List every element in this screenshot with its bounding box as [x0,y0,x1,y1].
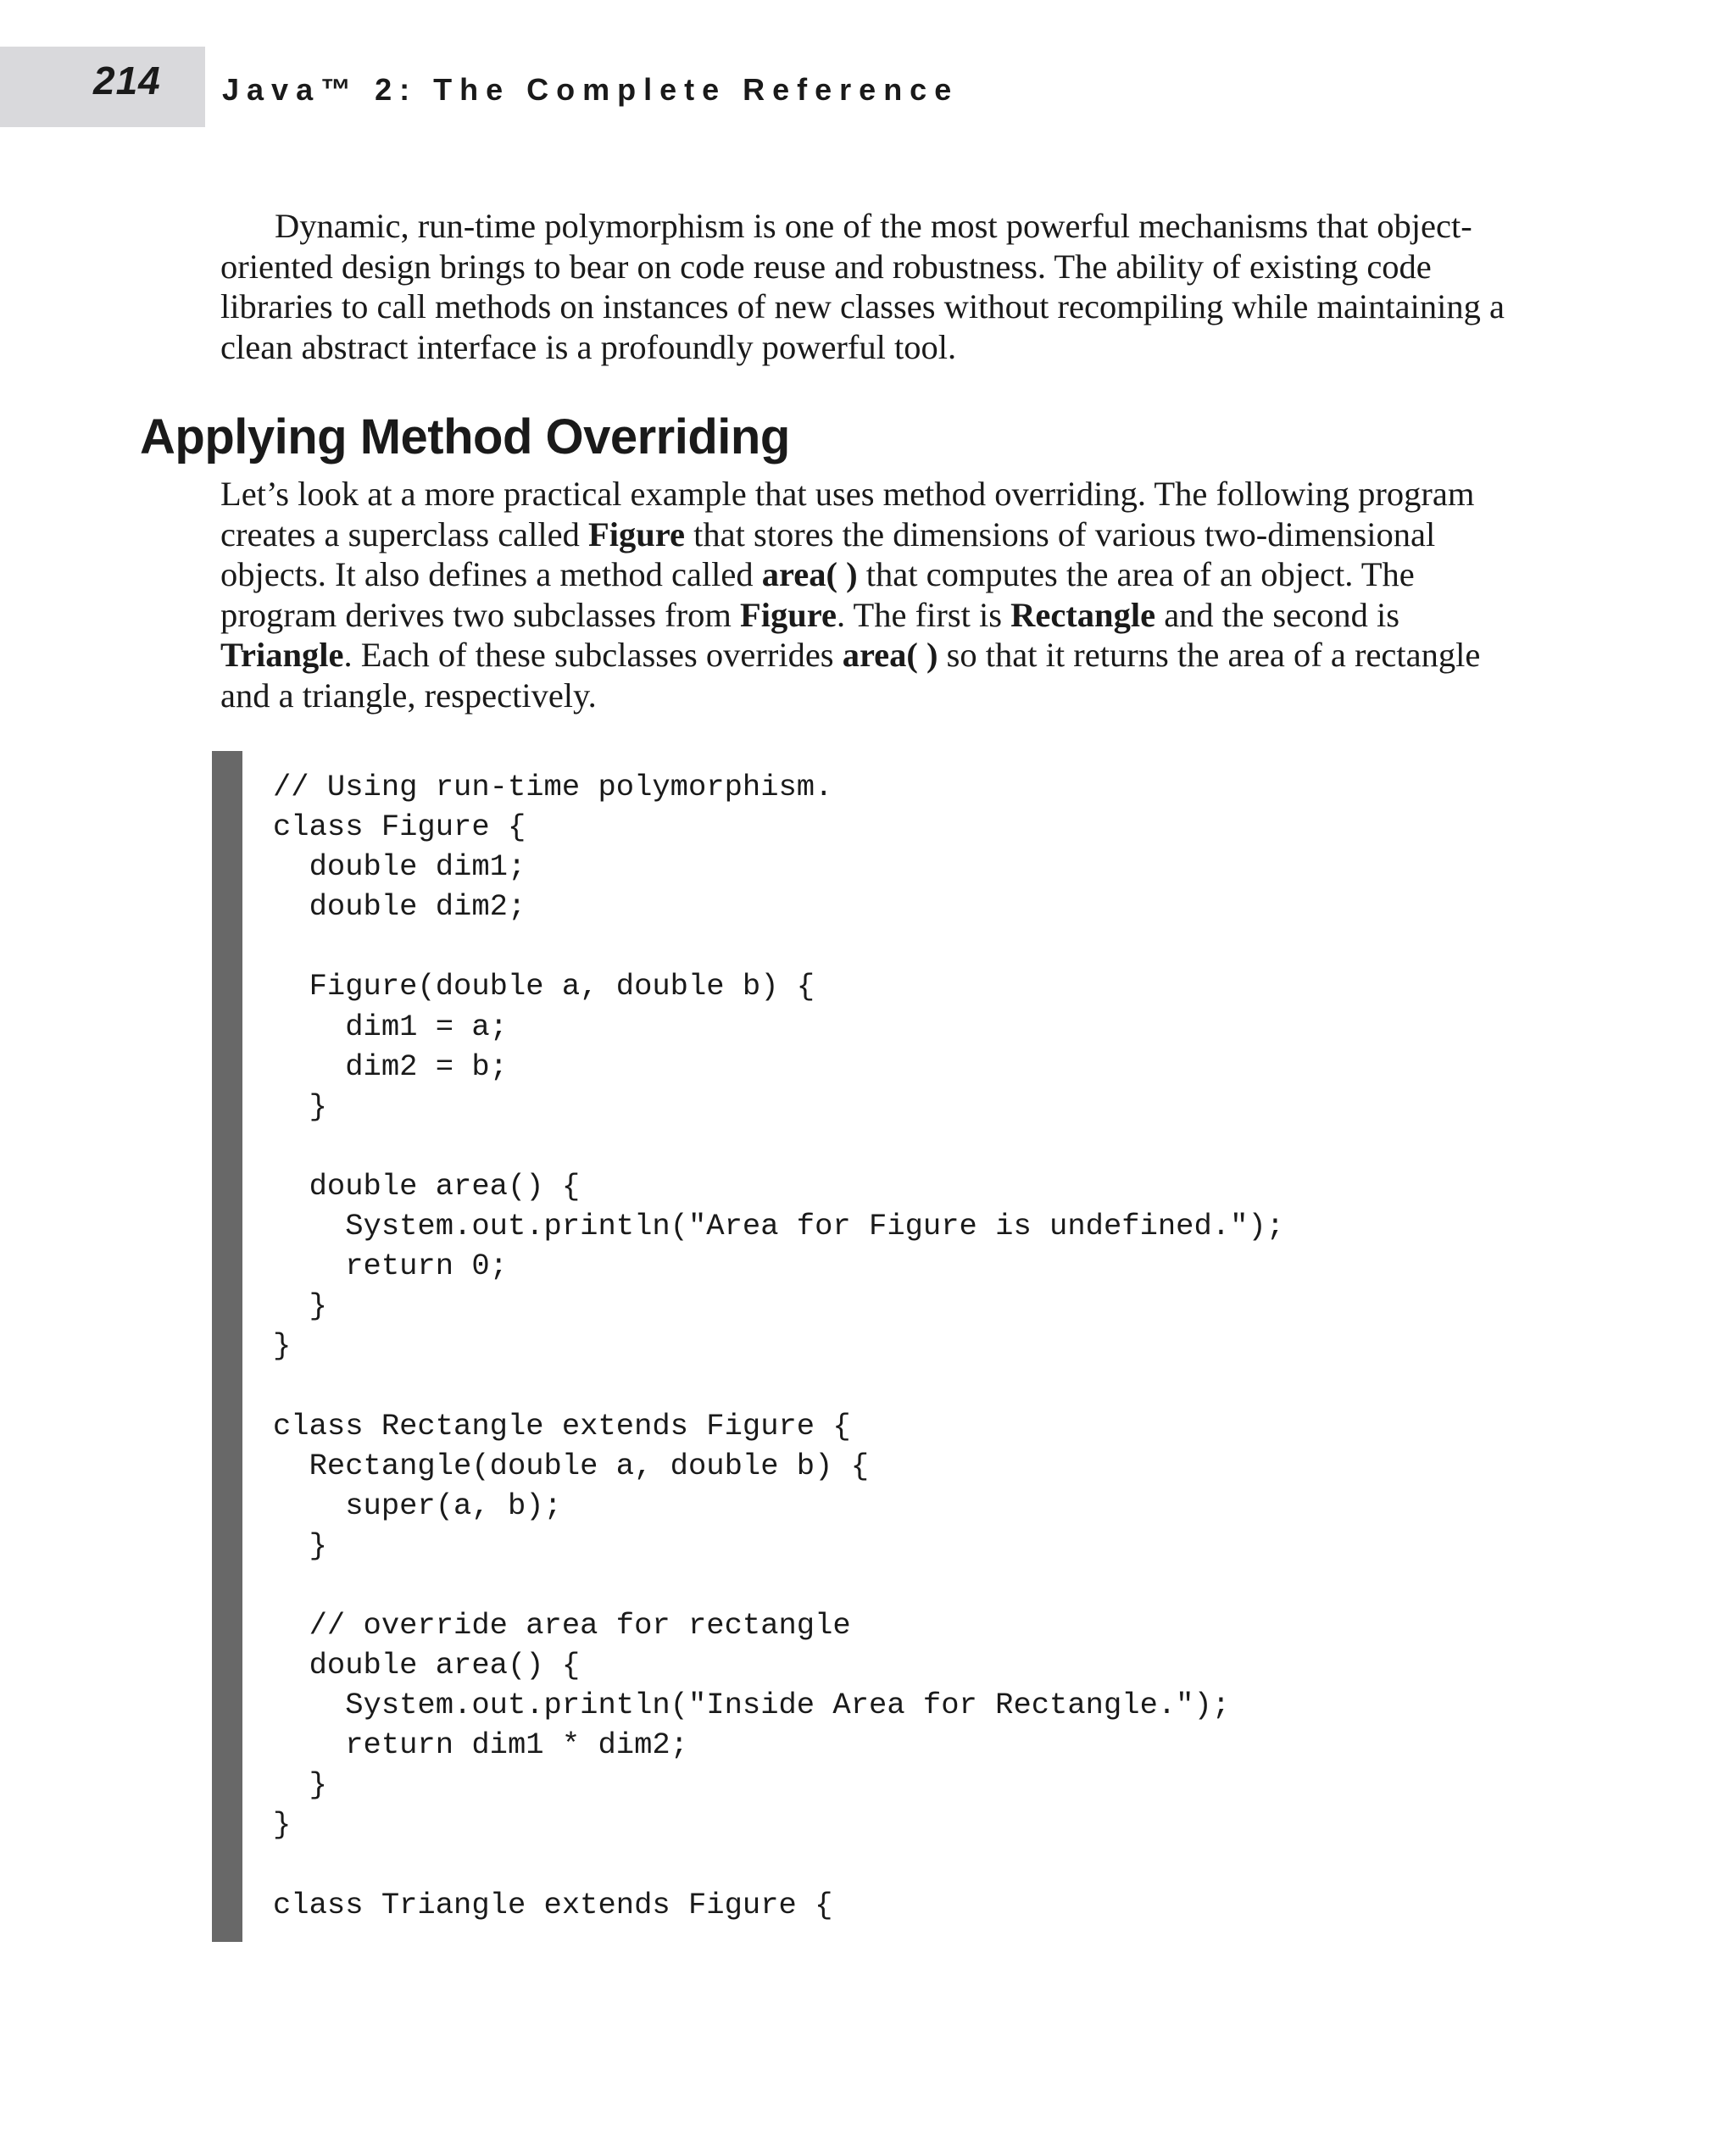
paragraph-text: . The first is [836,595,1011,634]
paragraph-text: so that it returns the area of a rectangle and a triangle, respectively. [220,636,1481,715]
method-name-area: area( ) [842,636,938,674]
paragraph-text: that computes the area of an object. The program derives two subclasses from [220,555,1415,634]
section-paragraph [220,474,1509,715]
code-listing: // Using run-time polymorphism. class Figure { double dim1; double dim2; Figure(double a, double b) { dim1 = a; dim2 = b; } double area() { System.out.println("Area for Figure is undefined."); return 0; } } class Rectangle extends Figure { Rectangle(double a, double b) { super(a, b); } // override area for rectangle double area() { System.out.println("Inside Area for Rectangle."); return dim1 * dim2; } } class Triangle extends Figure { [273,770,1284,1922]
section-heading: Applying Method Overriding [140,409,790,464]
paragraph-text: Let’s look at a more practical example that uses method overriding. The following program creates a superclass called [220,475,1475,553]
running-title: Java™ 2: The Complete Reference [222,72,960,107]
method-name-area: area( ) [761,555,858,593]
class-name-figure: Figure [739,595,837,634]
paragraph-text: that stores the dimensions of various two-dimensional objects. It also defines a method called [220,515,1436,593]
code-listing-bar [212,751,242,1942]
paragraph-text: and the second is [1155,595,1399,634]
class-name-figure: Figure [588,515,686,553]
paragraph-text: . Each of these subclasses overrides [343,636,843,674]
class-name-rectangle: Rectangle [1010,595,1156,634]
page-number: 214 [93,58,161,103]
class-name-triangle: Triangle [220,636,344,674]
intro-paragraph: Dynamic, run-time polymorphism is one of the most powerful mechanisms that object-oriented design brings to bear on code reuse and robustness. The ability of existing code libraries to call methods on instances of new classes without recompiling while maintaining a clean abstract interface is a profoundly powerful tool. [220,207,1505,366]
